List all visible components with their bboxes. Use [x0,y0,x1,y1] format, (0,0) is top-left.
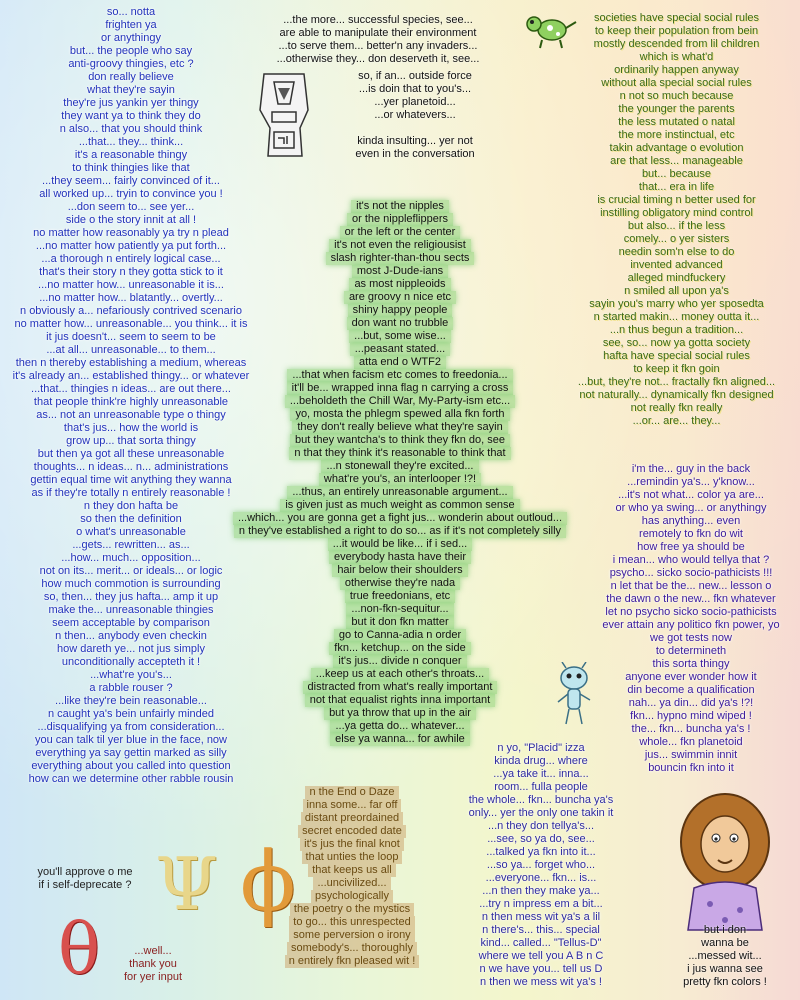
text-line: slash righter-than-thou sects [210,252,590,265]
text-line: don really believe [88,71,174,83]
text-line: ...everyone... fkn... is... [485,872,597,884]
text-line: psycho... sicko socio-pathicists !!! [609,567,773,579]
text-line: ...keep us at each other's throats... [210,668,590,681]
text-line: make the... unreasonable thingies [48,604,214,616]
text-line: is crucial timing n better used for [597,194,756,206]
text-line: n started makin... money outta it... [593,311,760,323]
text-line: somebody's... thoroughly [272,942,432,955]
text-line: it jus doesn't... seem to seem to be [46,331,216,343]
text-line: n then we mess wit ya's ! [480,976,602,988]
text-line: instilling obligatory mind control [600,207,753,219]
text-line: not naturally... dynamically fkn designed [579,389,774,401]
text-line: they don't really believe what they're sayin [210,421,590,434]
text-line: how can we determine other rabble rousin [28,773,234,785]
text-line: ...messed wit... [688,950,762,962]
text-line: ...how... much... opposition... [61,552,201,564]
text-line: for yer input [123,971,183,983]
text-line: ...see, so ya do, see... [487,833,595,845]
text-line: ...they seem... fairly convinced of it... [42,175,220,187]
text-line: the dawn o the new... fkn whatever [606,593,776,605]
text-line: if i self-deprecate ? [38,879,132,891]
text-line: hair below their shoulders [210,564,590,577]
theta-symbol: θ [58,908,101,990]
text-line: n they don hafta be [83,500,179,512]
text-line: the younger the parents [618,103,735,115]
text-line: a rabble rouser ? [89,682,173,694]
text-line: so... notta [106,6,156,18]
text-line: anti-groovy thingies, etc ? [68,58,194,70]
text-line: to keep their population from bein [594,25,759,37]
text-line: i'm the... guy in the back [631,463,751,475]
text-line: ...it would be like... if i sed... [210,538,590,551]
text-line: but... because [641,168,712,180]
text-line: ...but, some wise... [210,330,590,343]
text-line: that unties the loop [272,851,432,864]
text-line: let no psycho sicko socio-pathicists [605,606,777,618]
text-line: takin advantage o evolution [609,142,744,154]
bottom-center-column-text [446,742,636,989]
text-line: whole... fkn planetoid [639,736,743,748]
text-line: even in the conversation [355,148,475,160]
text-line: remotely to fkn do wit [639,528,743,540]
text-line: to go... this unrespected [272,916,432,929]
text-line: ...a thorough n entirely logical case... [41,253,221,265]
text-line: otherwise they're nada [210,577,590,590]
text-line: i mean... who would tellya that ? [612,554,770,566]
text-line: then n thereby establishing a medium, whereas [15,357,247,369]
text-line: n yo, "Placid" izza [497,742,585,754]
text-line: grow up... that sorta thingy [66,435,196,447]
text-line: gettin equal time wit anything they wanna [30,474,232,486]
right-top-column-text [553,12,800,428]
text-line: it's not even the religiousist [210,239,590,252]
bottom-left-quote [20,866,150,892]
text-line: bouncin fkn into it [648,762,734,774]
text-line: shiny happy people [210,304,590,317]
text-line: n let that be the... new... lesson o [610,580,772,592]
text-line: inna some... far off [272,799,432,812]
text-line: invented advanced [630,259,723,271]
text-line: n then... anybody even checkin [55,630,207,642]
text-line: that's their story n they gotta stick to it [39,266,223,278]
text-line: as if they're totally n entirely reasonable ! [31,487,231,499]
text-line: din become a qualification [627,684,755,696]
text-line: jus... swimmin innit [644,749,738,761]
text-line: that... era in life [638,181,715,193]
text-line: ...n they don tellya's... [487,820,595,832]
text-line: but i don [703,924,747,936]
text-line: without alla special social rules [601,77,752,89]
text-line: ...remindin ya's... y'know... [627,476,755,488]
text-line: ...it's not what... color ya are... [618,489,764,501]
text-line: are that less... manageable [610,155,743,167]
text-line: so, then... they jus hafta... amp it up [43,591,219,603]
text-line: ...yer planetoid... [374,96,456,108]
text-line: ever attain any politico fkn power, yo [602,619,780,631]
text-line: not really fkn really [630,402,723,414]
right-mid-column-text [582,463,800,775]
thanks-note [108,945,198,984]
text-line: fkn... hypno mind wiped ! [630,710,752,722]
text-line: kind... called... "Tellus-D" [480,937,602,949]
text-line: ...uncivilized... [272,877,432,890]
text-line: everybody hasta have their [210,551,590,564]
text-line: i jus wanna see [687,963,763,975]
text-line: it's jus... divide n conquer [210,655,590,668]
text-line: ...n thus begun a tradition... [609,324,744,336]
text-line: comely... o yer sisters [623,233,730,245]
text-line: most J-Dude-ians [210,265,590,278]
text-line: n also... that you should think [59,123,203,135]
text-line: ...is doin that to you's... [358,83,472,95]
text-line: ...non-fkn-sequitur... [210,603,590,616]
text-line: psychologically [272,890,432,903]
text-line: no matter how reasonably ya try n plead [33,227,229,239]
text-line: are able to manipulate their environment [279,27,477,39]
text-line: don want no trubble [210,317,590,330]
text-line: to determineth [655,645,727,657]
text-line: the whole... fkn... buncha ya's [468,794,614,806]
text-line: n there's... this... special [482,924,600,936]
psi-symbol: Ψ [155,842,219,926]
text-line: side o the story innit at all ! [65,214,197,226]
text-line: what're you's, an interlooper !?! [210,473,590,486]
text-line: else ya wanna... for awhile [210,733,590,746]
text-line: alleged mindfuckery [627,272,726,284]
artist-note [660,924,790,989]
text-line: n caught ya's bein unfairly minded [48,708,214,720]
text-line: ...but, they're not... fractally fkn aligned... [577,376,776,388]
text-line: how dareth ye... not jus simply [57,643,205,655]
text-line: no matter how... unreasonable... you think... it is [14,318,248,330]
text-line: o what's unreasonable [76,526,186,538]
text-line: it's already an... established thingy... or whatever [12,370,250,382]
text-line: n smiled all upon ya's [624,285,729,297]
text-line: you can talk til yer blue in the face, now [35,734,227,746]
text-line: to think thingies like that [72,162,190,174]
text-line: pretty fkn colors ! [683,976,767,988]
text-line: ...the more... successful species, see... [283,14,473,26]
text-line: this sorta thingy [652,658,730,670]
text-line: distant preordained [272,812,432,825]
top-center-aside-text [320,70,510,161]
hairy-man-icon [670,792,780,932]
text-line: so then the definition [80,513,182,525]
text-line: ...peasant stated... [210,343,590,356]
text-line: ...gets... rewritten... as... [72,539,190,551]
top-center-text [258,14,498,66]
text-line: ...at all... unreasonable... to them... [46,344,216,356]
text-line: kinda insulting... yer not [357,135,473,147]
text-line: to keep it fkn goin [633,363,720,375]
text-line: the less mutated o natal [618,116,735,128]
center-figure-text [210,200,590,746]
text-line: ...n then they make ya... [482,885,600,897]
text-line: thank you [129,958,177,970]
text-line: ...thus, an entirely unreasonable argument... [210,486,590,499]
text-line: seem acceptable by comparison [52,617,210,629]
text-line: ...that... they... think... [78,136,184,148]
text-line: n they've established a right to do so... as if it's not completely silly [210,525,590,538]
text-line: ...talked ya fkn into it... [486,846,596,858]
text-line: ...no matter how... blatantly... overtly... [39,292,223,304]
text-line: n the End o Daze [272,786,432,799]
text-line: as most nippleoids [210,278,590,291]
text-line: ...disqualifying ya from consideration... [37,721,225,733]
text-line: ...beholdeth the Chill War, My-Party-ism etc... [210,395,590,408]
text-line: ...that when facism etc comes to freedonia... [210,369,590,382]
text-line: everything ya say gettin marked as silly [35,747,227,759]
text-line: n not so much because [619,90,734,102]
text-line: are groovy n nice etc [210,291,590,304]
text-line: ...to serve them... better'n any invaders... [278,40,478,52]
text-line: what they're sayin [87,84,175,96]
text-line: ...otherwise they... don deserveth it, see... [276,53,480,65]
text-line: as... not an unreasonable type o thingy [36,409,226,421]
text-line: they're jus yankin yer thingy [63,97,199,109]
text-line: societies have special social rules [593,12,760,24]
text-line: is given just as much weight as common sense [210,499,590,512]
text-line: where we tell you A B n C [478,950,604,962]
text-line: unconditionally accepteth it ! [61,656,201,668]
text-line: atta end o WTF2 [210,356,590,369]
text-line: room... fulla people [494,781,588,793]
text-line: it's jus the final knot [272,838,432,851]
text-line: ...don seem to... see yer... [67,201,195,213]
text-line: anyone ever wonder how it [625,671,757,683]
text-line: it's not the nipples [210,200,590,213]
text-line: ordinarily happen anyway [614,64,739,76]
text-line: yo, mosta the phlegm spewed alla fkn forth [210,408,590,421]
text-line: ...what're you's... [90,669,172,681]
text-line: distracted from what's really important [210,681,590,694]
text-line: so, if an... outside force [358,70,472,82]
text-line: the poetry o the mystics [272,903,432,916]
text-line: not that equalist rights inna important [210,694,590,707]
text-line: ...that... thingies n ideas... are out there... [31,383,231,395]
text-line: ...ya take it... inna... [493,768,589,780]
text-line: needin som'n else to do [618,246,735,258]
text-line: but then ya got all these unreasonable [37,448,225,460]
text-line: but ya throw that up in the air [210,707,590,720]
text-line: nah... ya din... did ya's !?! [628,697,754,709]
text-line: which is what'd [639,51,714,63]
text-line: secret encoded date [272,825,432,838]
text-line: but also... if the less [627,220,726,232]
text-line: but... the people who say [69,45,193,57]
text-line: but they wantcha's to think they fkn do, see [210,434,590,447]
text-line: ...or whatevers... [374,109,456,121]
text-line: n we have you... tell us D [479,963,603,975]
phi-symbol: ϕ [240,835,296,930]
text-line: all worked up... tryin to convince you ! [39,188,223,200]
text-line: we got tests now [650,632,732,644]
text-line: go to Canna-adia n order [210,629,590,642]
text-line: they want ya to think they do [61,110,201,122]
text-line: that people think're highly unreasonable [33,396,229,408]
text-line: the more instinctual, etc [618,129,735,141]
text-line: ...no matter how... unreasonable it is... [38,279,224,291]
text-line: or the nippleflippers [210,213,590,226]
text-line: how much commotion is surrounding [41,578,221,590]
text-line: hafta have special social rules [603,350,750,362]
text-line: ...n stonewall they're excited... [210,460,590,473]
text-line: mostly descended from lil children [593,38,760,50]
text-line: everything about you called into question [31,760,231,772]
text-line: kinda drug... where [494,755,588,767]
text-line: fkn... ketchup... on the side [210,642,590,655]
text-line: true freedonians, etc [210,590,590,603]
text-line [320,122,510,135]
text-line: the... fkn... buncha ya's ! [631,723,751,735]
text-line: you'll approve o me [37,866,133,878]
text-line: wanna be [701,937,749,949]
text-line: or who ya swing... or anythingy [615,502,767,514]
text-line: it's a reasonable thingy [74,149,188,161]
text-line: ...ya getta do... whatever... [210,720,590,733]
text-line: has anything... even [641,515,741,527]
text-line: frighten ya [105,19,157,31]
text-line: ...no matter how patiently ya put forth... [35,240,227,252]
text-line: not on its... merit... or ideals... or logic [39,565,223,577]
text-line: or anythingy [101,32,161,44]
text-line: n then mess wit ya's a lil [481,911,601,923]
text-line: n that they think it's reasonable to think that [210,447,590,460]
text-line: n entirely fkn pleased wit ! [272,955,432,968]
text-line: but it don fkn matter [210,616,590,629]
text-line: sayin you's marry who yer sposedta [589,298,764,310]
text-line: ...so ya... forget who... [486,859,596,871]
text-line: ...well... [134,945,172,957]
text-line: that keeps us all [272,864,432,877]
text-line: ...like they're bein reasonable... [55,695,207,707]
text-line: only... yer the only one takin it [468,807,614,819]
text-line: ...which... you are gonna get a fight jus... wonderin about outloud... [210,512,590,525]
text-line: it'll be... wrapped inna flag n carrying a cross [210,382,590,395]
text-line: n obviously a... nefariously contrived scenario [20,305,242,317]
bottom-block-text [272,786,432,968]
text-line: see, so... now ya gotta society [602,337,751,349]
text-line: ...try n impress em a bit... [479,898,603,910]
text-line: ...or... are... they... [632,415,721,427]
text-line: some perversion o irony [272,929,432,942]
tiki-mask-icon [254,70,314,160]
text-line: or the left or the center [210,226,590,239]
text-line: how free ya should be [637,541,745,553]
text-line: thoughts... n ideas... n... administrations [33,461,229,473]
text-line: that's jus... how the world is [63,422,199,434]
